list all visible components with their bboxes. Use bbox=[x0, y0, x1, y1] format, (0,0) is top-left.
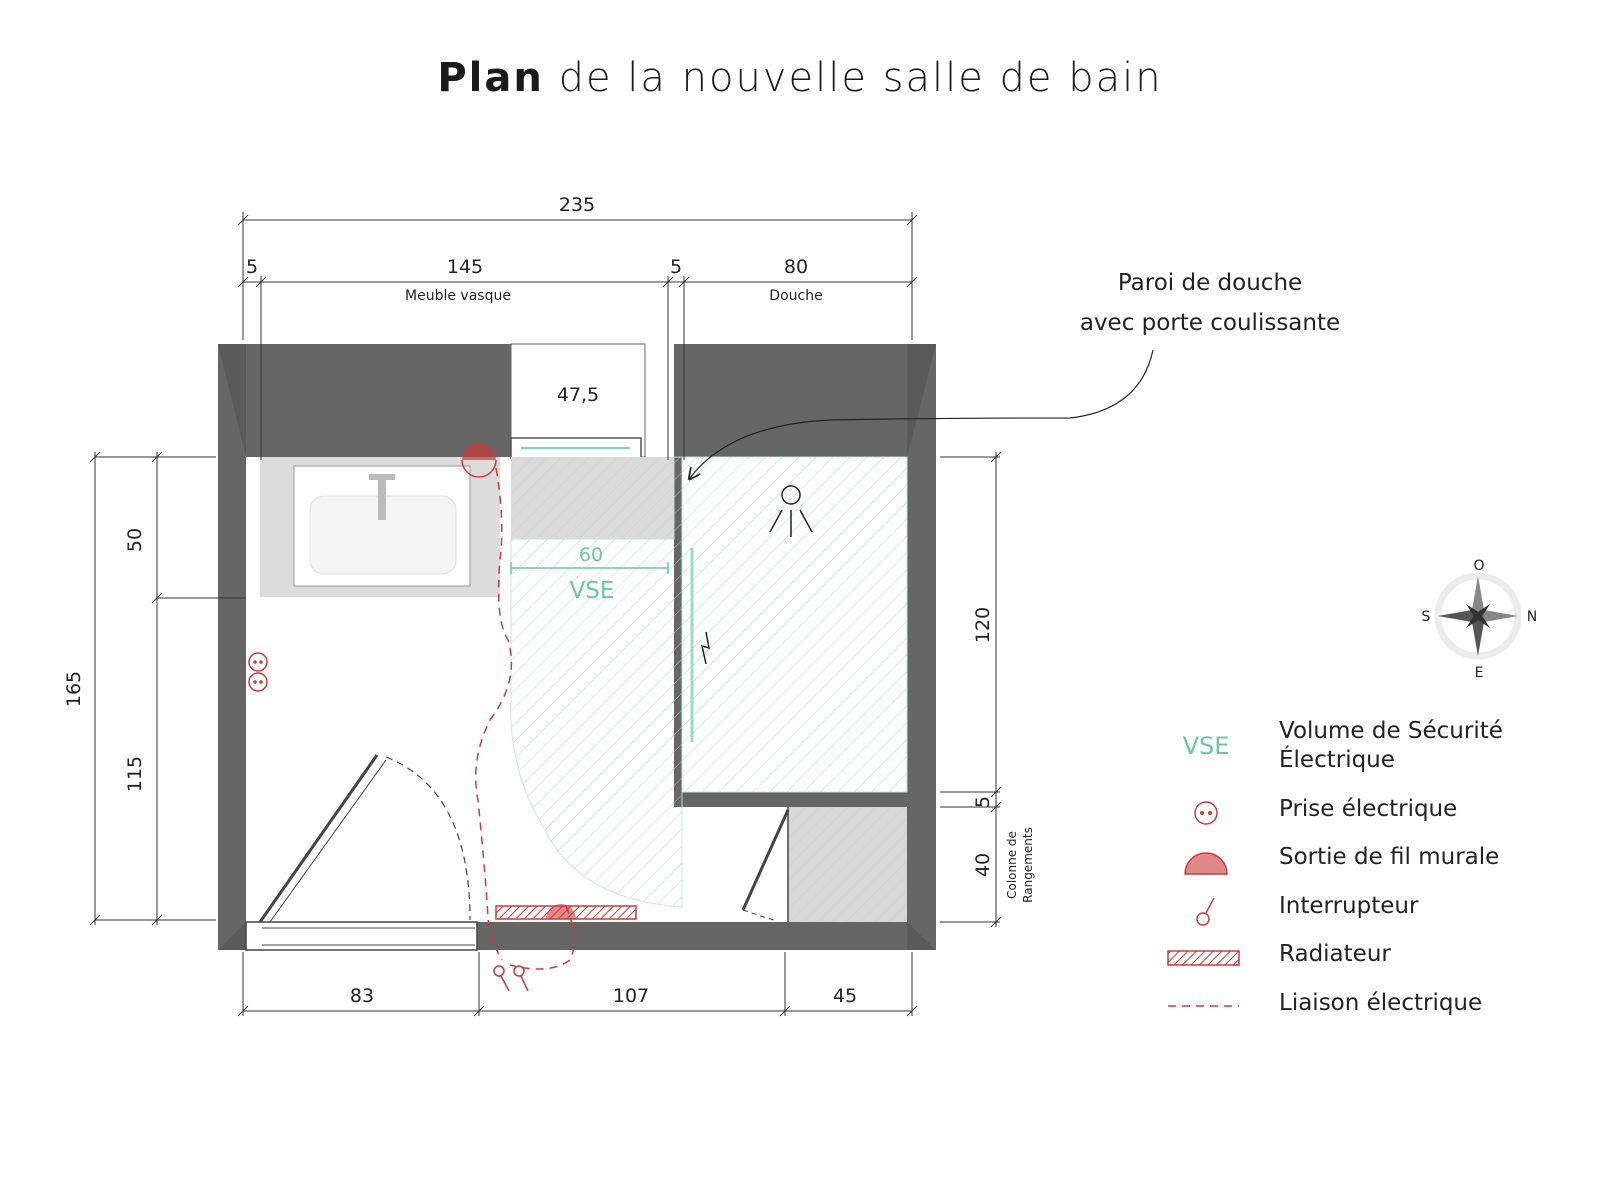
dim-top-vanity: 145 bbox=[446, 256, 484, 278]
counter-hatch bbox=[511, 457, 674, 539]
dim-left-total: 165 bbox=[63, 670, 85, 708]
label-storage-line2: Rangements bbox=[1021, 827, 1035, 903]
compass-rose-icon bbox=[1438, 576, 1518, 656]
dim-niche: 47,5 bbox=[556, 384, 600, 406]
dim-top-left-wall: 5 bbox=[245, 256, 259, 278]
dim-bottom-middle: 107 bbox=[612, 985, 650, 1007]
vanity-unit bbox=[260, 457, 500, 597]
legend-switch-icon bbox=[1197, 898, 1214, 925]
label-vse-zone: VSE bbox=[569, 578, 615, 604]
title-bold: Plan bbox=[437, 55, 544, 101]
title-rest: de la nouvelle salle de bain bbox=[558, 55, 1163, 101]
storage-column bbox=[743, 807, 907, 922]
dim-right-shower: 120 bbox=[972, 606, 994, 644]
legend-radiator-label: Radiateur bbox=[1279, 941, 1391, 967]
dim-left-upper: 50 bbox=[124, 527, 146, 553]
compass-north-label: N bbox=[1526, 609, 1538, 625]
compass-west-label: O bbox=[1473, 558, 1485, 574]
legend-wall-outlet-icon bbox=[1185, 853, 1227, 874]
switch-symbols bbox=[494, 966, 528, 991]
legend-electric-link-label: Liaison électrique bbox=[1279, 990, 1483, 1016]
callout-line1: Paroi de douche bbox=[1117, 270, 1303, 296]
label-storage-line1: Colonne de bbox=[1005, 831, 1019, 899]
dim-bottom-door: 83 bbox=[349, 985, 375, 1007]
callout-line2: avec porte coulissante bbox=[1079, 310, 1341, 336]
dim-right-wall: 5 bbox=[972, 795, 994, 809]
dim-top-total: 235 bbox=[558, 194, 596, 216]
dim-right-storage: 40 bbox=[972, 852, 994, 878]
legend-vse-label-line1: Volume de Sécurité bbox=[1279, 718, 1503, 744]
compass-east-label: E bbox=[1474, 665, 1484, 681]
legend-socket-icon bbox=[1195, 802, 1217, 824]
dim-top-mid-wall: 5 bbox=[669, 256, 683, 278]
legend bbox=[1168, 718, 1503, 1016]
legend-radiator-icon bbox=[1168, 951, 1239, 965]
label-shower: Douche bbox=[769, 288, 823, 304]
dim-bottom-storage: 45 bbox=[832, 985, 858, 1007]
legend-switch-label: Interrupteur bbox=[1279, 893, 1419, 919]
legend-socket-label: Prise électrique bbox=[1279, 796, 1458, 822]
compass-south-label: S bbox=[1421, 609, 1431, 625]
power-socket-symbol bbox=[249, 653, 267, 691]
label-vanity: Meuble vasque bbox=[405, 288, 511, 304]
legend-wall-outlet-label: Sortie de fil murale bbox=[1279, 844, 1500, 870]
dim-top-shower: 80 bbox=[783, 256, 809, 278]
dim-left-lower: 115 bbox=[124, 755, 146, 793]
entrance-door bbox=[246, 755, 477, 950]
legend-vse-symbol: VSE bbox=[1182, 732, 1230, 760]
dim-vse-width: 60 bbox=[578, 544, 604, 566]
legend-vse-label-line2: Électrique bbox=[1279, 747, 1395, 773]
